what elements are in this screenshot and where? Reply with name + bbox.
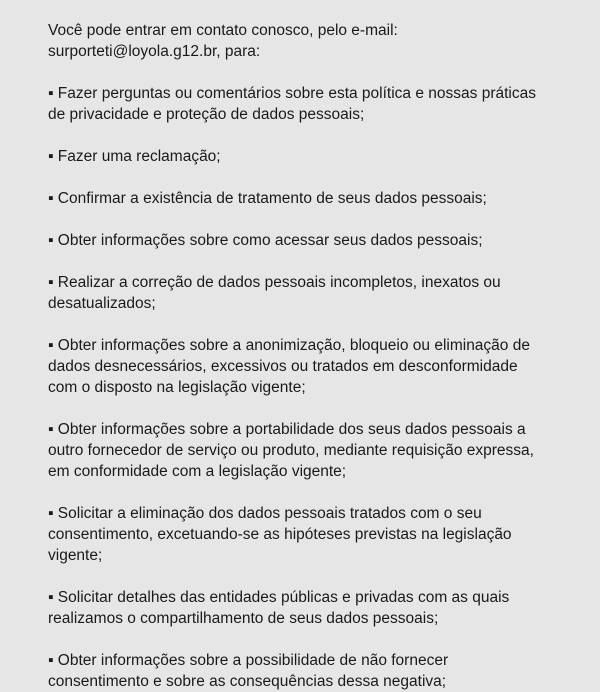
list-item: ▪ Confirmar a existência de tratamento de seus dados pessoais;: [48, 190, 487, 207]
list-item: ▪ Obter informações sobre a possibilidade de não fornecer consentimento e sobre as consequências dessa negativa;: [48, 652, 449, 690]
list-item: ▪ Fazer perguntas ou comentários sobre esta política e nossas práticas de privacidade e proteção de dados pessoais;: [48, 85, 536, 123]
list-item: ▪ Obter informações sobre como acessar seus dados pessoais;: [48, 232, 483, 249]
list-item: ▪ Fazer uma reclamação;: [48, 148, 221, 165]
list-item: ▪ Obter informações sobre a anonimização, bloqueio ou eliminação de dados desnecessários, excessivos ou tratados em desconformidade com o disposto na legislação vigente;: [48, 337, 530, 396]
list-item: ▪ Solicitar a eliminação dos dados pessoais tratados com o seu consentimento, excetuando-se as hipóteses previstas na legislação vigente;: [48, 505, 512, 564]
intro-paragraph: Você pode entrar em contato conosco, pelo e-mail: surporteti@loyola.g12.br, para:: [48, 22, 398, 60]
list-item: ▪ Obter informações sobre a portabilidade dos seus dados pessoais a outro fornecedor de serviço ou produto, mediante requisição expressa, em conformidade com a legislação vigente;: [48, 421, 534, 480]
list-item: ▪ Solicitar detalhes das entidades públicas e privadas com as quais realizamos o compartilhamento de seus dados pessoais;: [48, 589, 510, 627]
list-item: ▪ Realizar a correção de dados pessoais incompletos, inexatos ou desatualizados;: [48, 274, 501, 312]
